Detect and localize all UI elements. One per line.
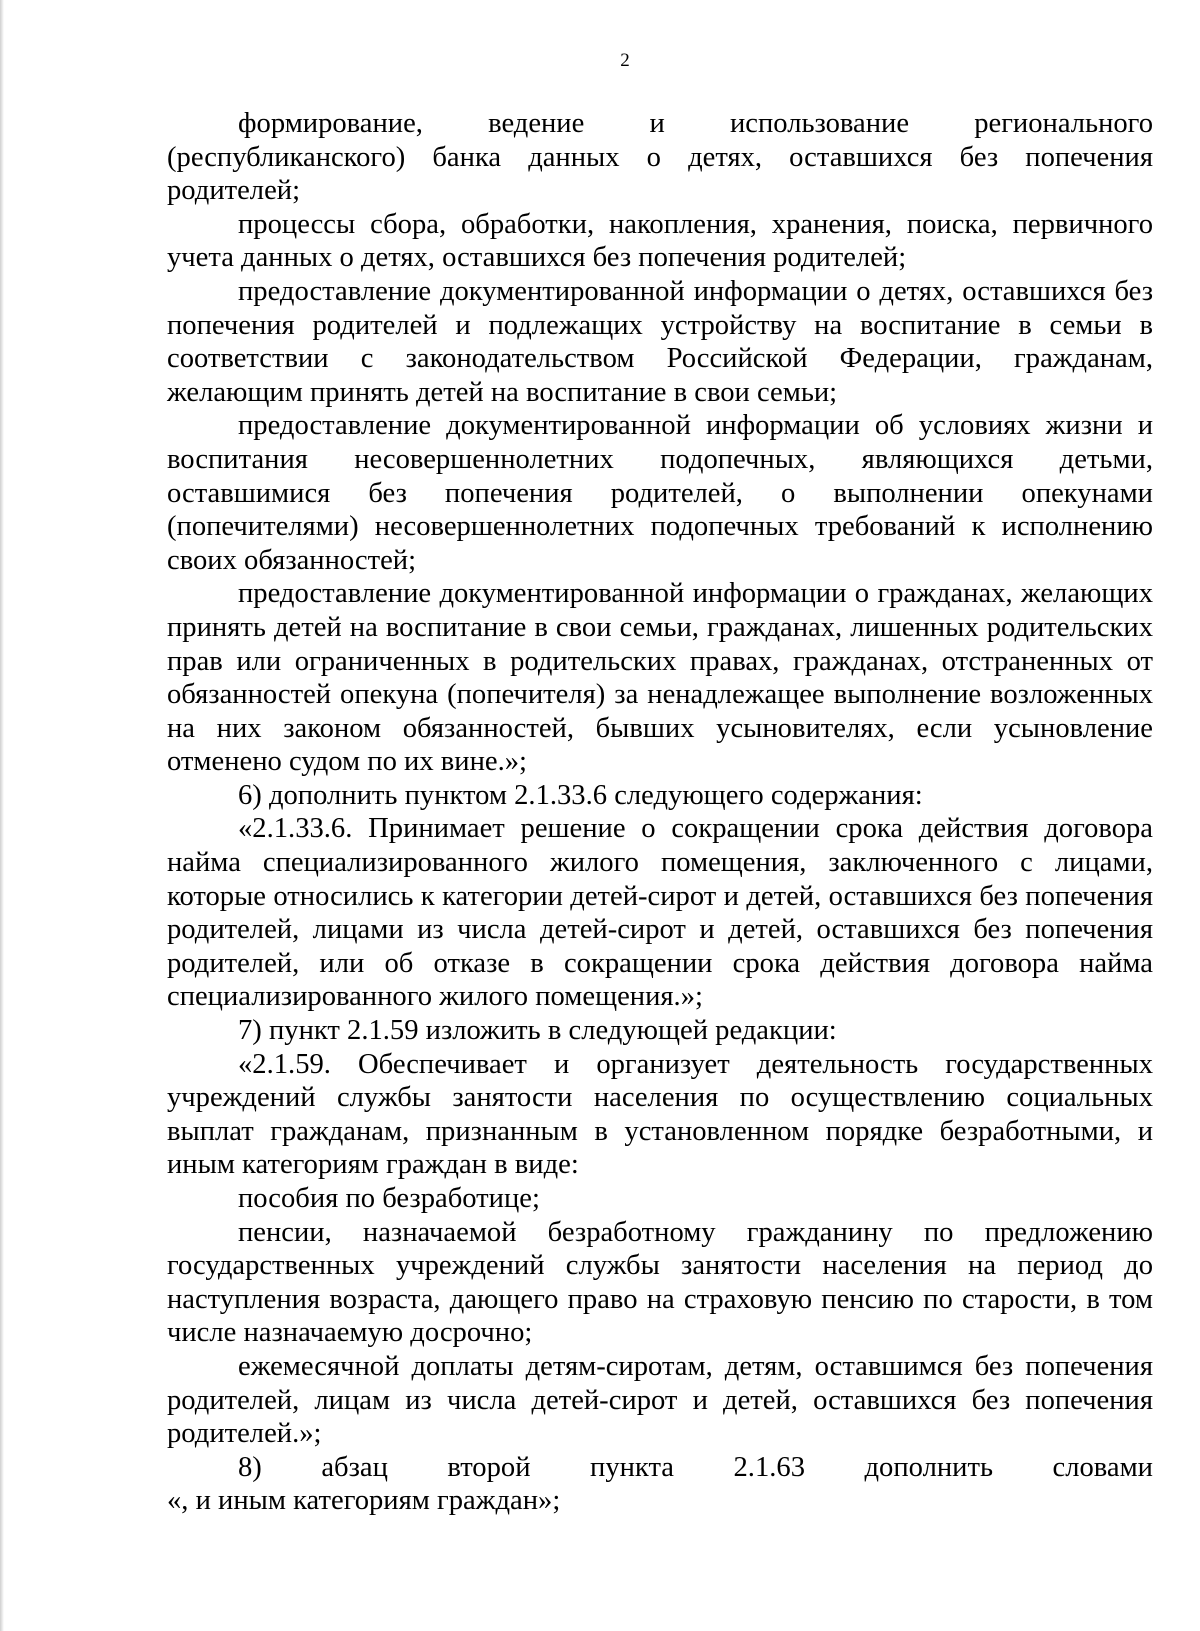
paragraph-9: «2.1.59. Обеспечивает и организует деятельность государственных учреждений службы занятости населения по осуществлению социальных выплат гражданам, признанным в установленном порядке безработными, и иным категориям граждан в виде:: [167, 1048, 1153, 1181]
paragraph-1: формирование, ведение и использование регионального (республиканского) банка данных о детях, оставшихся без попечения родителей;: [167, 108, 1153, 207]
paragraph-13: 8) абзац второй пункта 2.1.63 дополнить словами: [238, 1451, 1153, 1483]
paragraph-5: предоставление документированной информации о гражданах, желающих принять детей на воспитание в свои семьи, гражданах, лишенных родительских прав или ограниченных в родительских правах, гражданах, отстраненных от обязанностей опекуна (попечителя) за ненадлежащее выполнение возложенных на них законом обязанностей, бывших усыновителях, если усыновление отменено судом по их вине.»;: [167, 578, 1153, 778]
paragraph-11: пенсии, назначаемой безработному гражданину по предложению государственных учреждений службы занятости населения на период до наступления возраста, дающего право на страховую пенсию по старости, в том числе назначаемую досрочно;: [167, 1216, 1153, 1349]
paragraph-12: ежемесячной доплаты детям-сиротам, детям, оставшимся без попечения родителей, лицам из числа детей-сирот и детей, оставшихся без попечения родителей.»;: [167, 1350, 1153, 1450]
paragraph-3: предоставление документированной информации о детях, оставшихся без попечения родителей и подлежащих устройству на воспитание в семьи в соответствии с законодательством Российской Федерации, гражданам, желающим принять детей на воспитание в свои семьи;: [167, 275, 1153, 408]
paragraph-7: «2.1.33.6. Принимает решение о сокращении срока действия договора найма специализированного жилого помещения, заключенного с лицами, которые относились к категории детей-сирот и детей, оставшихся без попечения родителей, лицами из числа детей-сирот и детей, оставшихся без попечения родителей, или об отказе в сокращении срока действия договора найма специализированного жилого помещения.»;: [167, 813, 1153, 1013]
paragraph-2: процессы сбора, обработки, накопления, хранения, поиска, первичного учета данных о детях, оставшихся без попечения родителей;: [167, 208, 1153, 274]
document-body: [167, 107, 1153, 1518]
page-number: 2: [620, 50, 630, 71]
scan-edge: [0, 0, 4, 1631]
paragraph-8: 7) пункт 2.1.59 изложить в следующей редакции:: [238, 1015, 837, 1047]
paragraph-14: «, и иным категориям граждан»;: [167, 1485, 561, 1517]
paragraph-6: 6) дополнить пунктом 2.1.33.6 следующего содержания:: [238, 779, 923, 811]
paragraph-4: предоставление документированной информации об условиях жизни и воспитания несовершеннолетних подопечных, являющихся детьми, оставшимися без попечения родителей, о выполнении опекунами (попечителями) несовершеннолетних подопечных требований к исполнению своих обязанностей;: [167, 410, 1153, 576]
paragraph-10: пособия по безработице;: [238, 1183, 540, 1214]
